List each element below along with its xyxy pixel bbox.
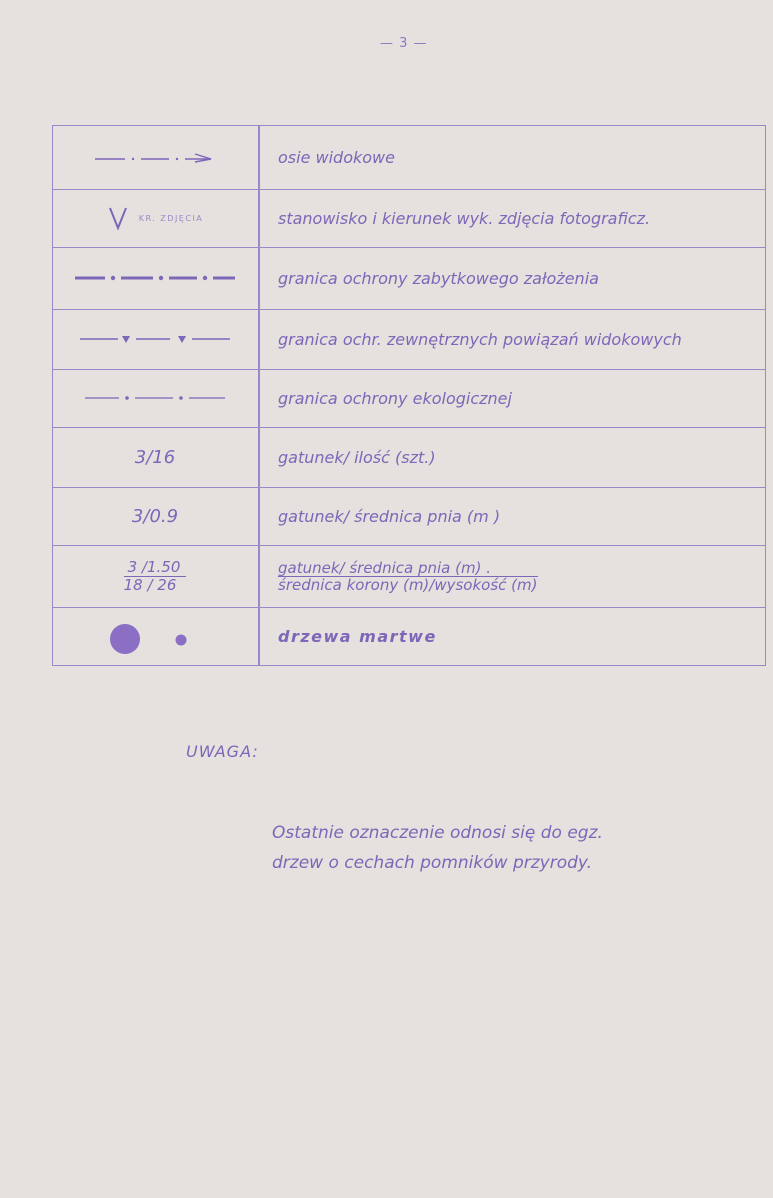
fraction-top: 3 /1.50 xyxy=(124,559,187,577)
two-line-description xyxy=(278,560,538,593)
legend-row-dead-trees xyxy=(52,607,766,666)
fraction-bottom: 18 / 26 xyxy=(123,575,177,594)
thin-dash-dot-icon xyxy=(75,391,235,405)
fraction-symbol xyxy=(52,545,258,607)
note-text xyxy=(272,818,742,878)
page-number: — 3 — xyxy=(380,36,428,51)
legend-row-view-axes xyxy=(52,125,766,190)
species-trunk-label: 3/0.9 xyxy=(131,505,179,527)
species-count-symbol xyxy=(52,427,258,487)
photo-symbol-label: KR. ZDJĘCIA xyxy=(138,213,204,223)
legend-row-species-trunk xyxy=(52,487,766,546)
legend-row-species-trunk-crown xyxy=(52,545,766,608)
fraction-label xyxy=(124,559,187,594)
dead-trees-symbol xyxy=(52,607,258,666)
species-count-label: 3/16 xyxy=(134,446,176,468)
legend-description xyxy=(278,545,766,607)
monument-border-symbol xyxy=(52,247,258,309)
dots-icon xyxy=(85,615,225,659)
legend-description: gatunek/ ilość (szt.) xyxy=(278,447,436,467)
legend-description: gatunek/ średnica pnia (m ) xyxy=(278,506,501,526)
legend-row-species-count xyxy=(52,427,766,488)
legend-description: granica ochrony ekologicznej xyxy=(278,388,512,408)
note-label: UWAGA: xyxy=(186,742,259,761)
column-divider xyxy=(258,125,260,666)
thick-dash-dot-icon xyxy=(65,271,245,285)
photo-station-symbol xyxy=(52,189,258,247)
note-line-2: drzew o cechach pomników przyrody. xyxy=(272,853,593,873)
external-view-border-symbol xyxy=(52,309,258,369)
note-line-1: Ostatnie oznaczenie odnosi się do egz. xyxy=(272,823,603,843)
legend-description: stanowisko i kierunek wyk. zdjęcia fotograficz. xyxy=(278,208,651,228)
legend-description: granica ochrony zabytkowego założenia xyxy=(278,268,599,288)
description-line-2: średnica korony (m)/wysokość (m) xyxy=(278,575,538,594)
v-mark-icon xyxy=(107,205,129,231)
legend-row-monument-protection xyxy=(52,247,766,310)
ecological-border-symbol xyxy=(52,369,258,427)
description-line-1: gatunek/ średnica pnia (m) . xyxy=(278,560,538,577)
view-axis-line-symbol xyxy=(52,125,258,189)
legend-description: osie widokowe xyxy=(278,147,395,167)
legend-row-photo-station xyxy=(52,189,766,248)
legend-row-ecological xyxy=(52,369,766,428)
legend-description: drzewa martwe xyxy=(278,627,437,646)
legend-table xyxy=(52,125,766,666)
legend-row-external-view xyxy=(52,309,766,370)
legend-description: granica ochr. zewnętrznych powiązań widokowych xyxy=(278,329,682,349)
species-trunk-symbol xyxy=(52,487,258,545)
dash-dot-arrow-icon xyxy=(85,147,225,167)
triangle-dash-icon xyxy=(70,332,240,346)
